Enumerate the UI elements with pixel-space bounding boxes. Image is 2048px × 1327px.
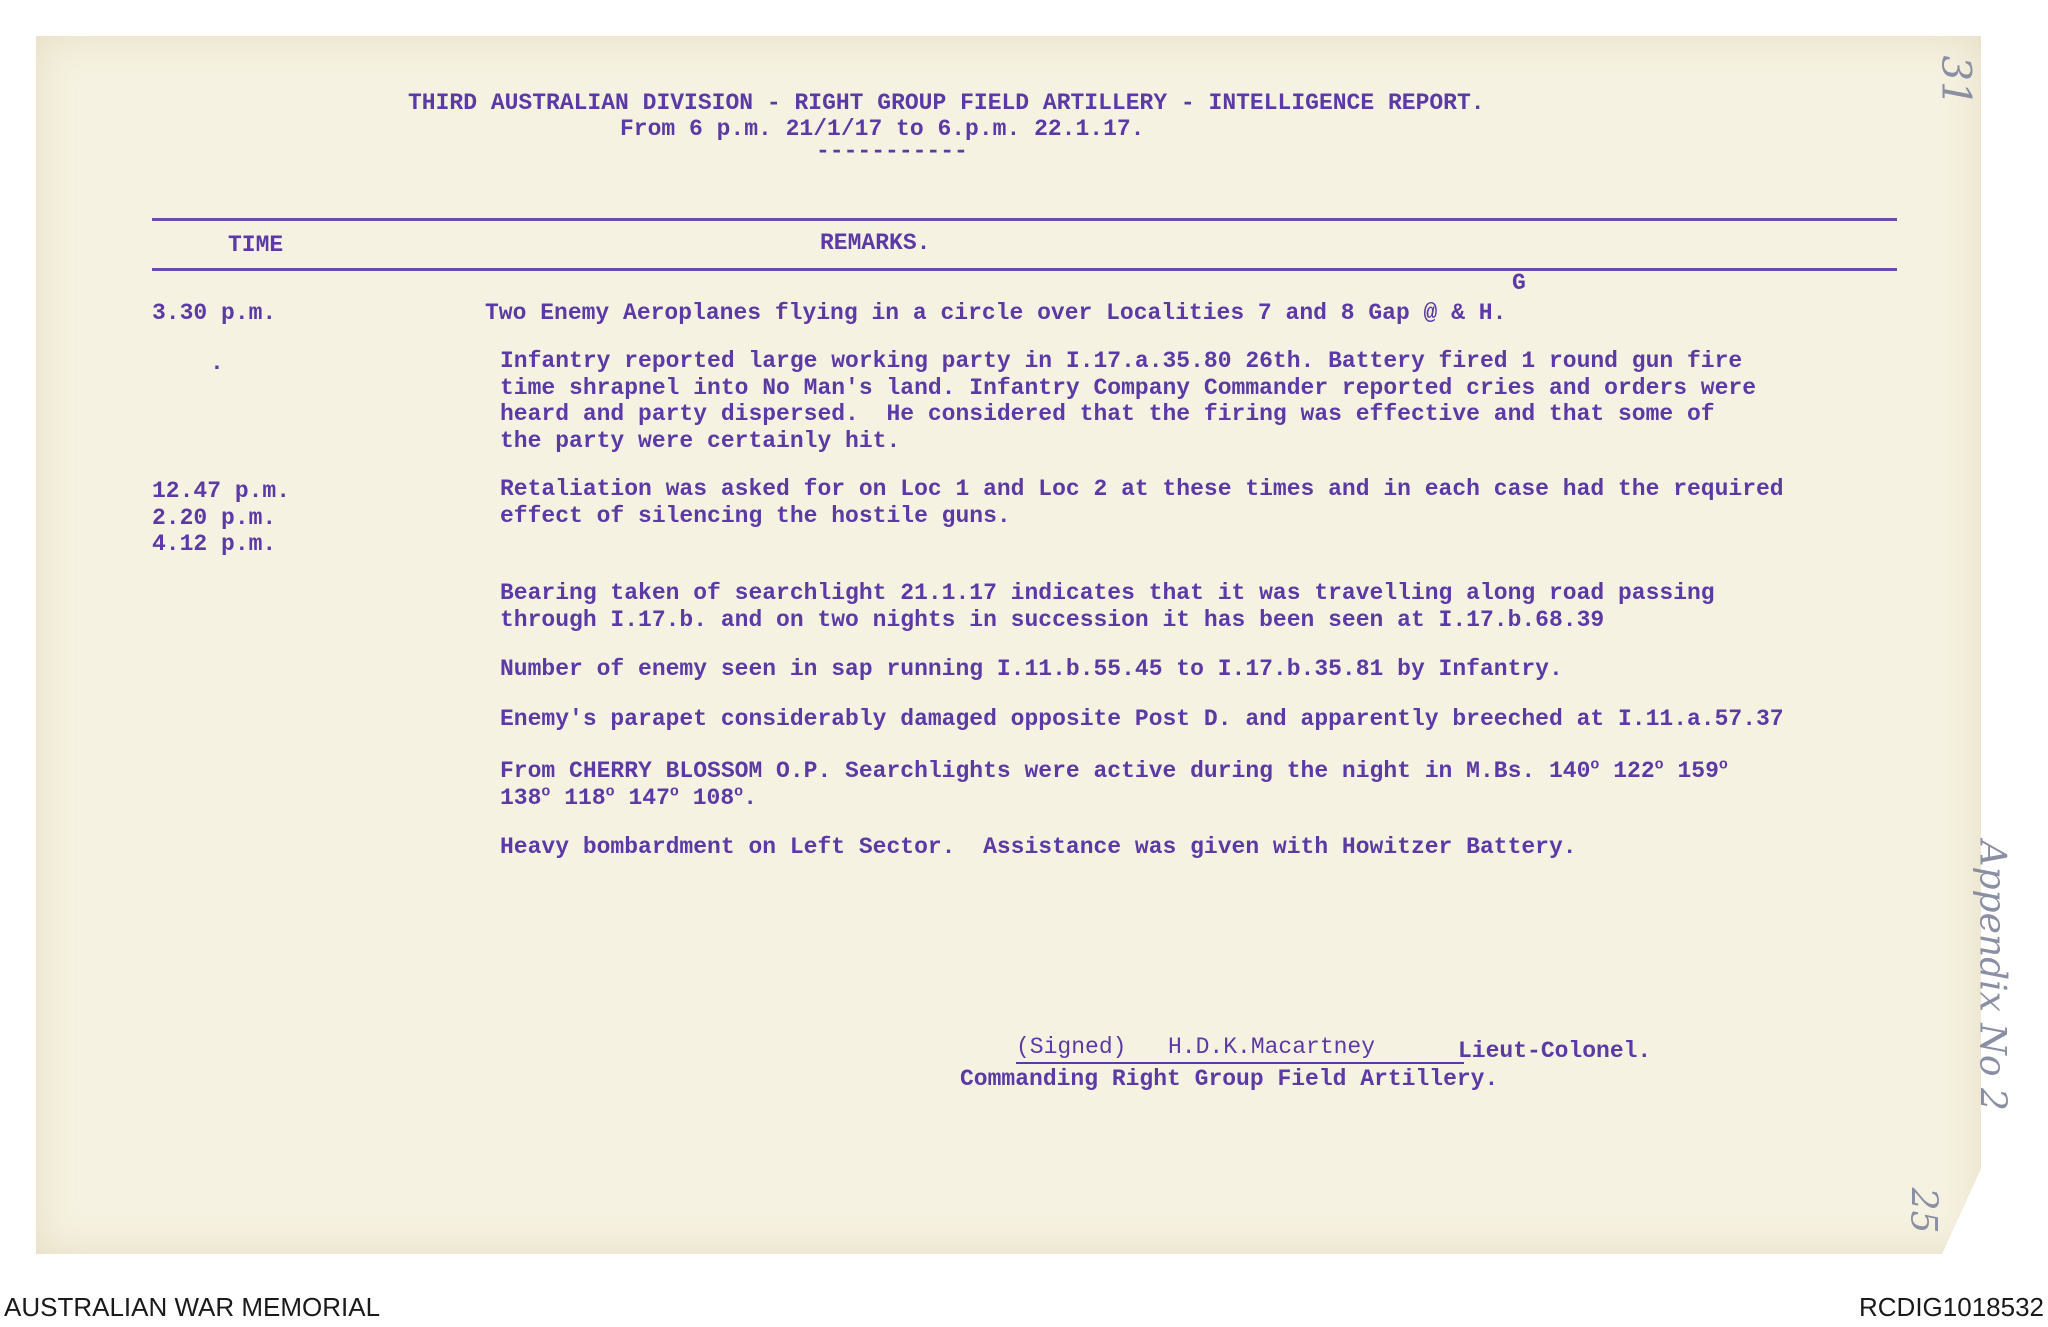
bearing: 108	[692, 784, 735, 811]
bearing: 159	[1677, 758, 1719, 784]
appendix-annotation: Appendix No 2	[1971, 840, 2013, 1111]
signature-underline	[1016, 1062, 1464, 1064]
entry-time: .	[210, 350, 224, 376]
bearing: 147	[628, 784, 670, 811]
report-period: From 6 p.m. 21/1/17 to 6.p.m. 22.1.17.	[620, 116, 1145, 142]
folio-number-bottom: 25	[1902, 1187, 1944, 1234]
entry-remark: Retaliation was asked for on Loc 1 and Loc 2 at these times and in each case had the required effect of silencing the hostile guns.	[500, 476, 1784, 529]
bearing: 140	[1548, 758, 1591, 784]
entry-remark: Infantry reported large working party in I.17.a.35.80 26th. Battery fired 1 round gun fire time shrapnel into No Man's land. Infantry Company Commander reported cries and orders were heard and party dispersed. He considered that the firing was effective and that some of the party were certainly hit.	[500, 348, 1757, 454]
col-header-time: TIME	[228, 232, 284, 258]
entry-remark: Bearing taken of searchlight 21.1.17 indicates that it was travelling along road passing through I.17.b. and on two nights in succession it has been seen at I.17.b.68.39	[500, 580, 1715, 633]
signatory-rank: Lieut-Colonel.	[1458, 1038, 1652, 1064]
bearing: 122	[1613, 758, 1655, 784]
bearing: 118	[564, 784, 606, 811]
entry-remark: Number of enemy seen in sap running I.11.b.55.45 to I.17.b.35.81 by Infantry.	[500, 656, 1563, 682]
bearing: 138	[500, 784, 542, 811]
signatory-role: Commanding Right Group Field Artillery.	[960, 1066, 1499, 1092]
signed-label: (Signed)	[1016, 1034, 1127, 1060]
archive-label: AUSTRALIAN WAR MEMORIAL	[4, 1292, 381, 1322]
handwritten-correction: G	[1512, 270, 1526, 296]
table-top-rule	[152, 218, 1897, 221]
folio-number-top: 31	[1932, 55, 1979, 107]
entry-remark: Two Enemy Aeroplanes flying in a circle over Localities 7 and 8 Gap @ & H.	[485, 300, 1507, 326]
entry-time: 3.30 p.m.	[152, 300, 277, 326]
entry-remark: Heavy bombardment on Left Sector. Assistance was given with Howitzer Battery.	[500, 834, 1577, 860]
table-header-rule	[152, 268, 1897, 271]
entry-remark-searchlights: From CHERRY BLOSSOM O.P. Searchlights were active during the night in M.Bs. 140$^o$ 122$^o$ 159$^o$ 138$^o$ 118$^o$ 147$^o$ 108$^o$.	[500, 756, 1728, 811]
signatory-name: H.D.K.Macartney	[1168, 1034, 1376, 1060]
entry-remark: Enemy's parapet considerably damaged opposite Post D. and apparently breeched at I.11.a.57.37	[500, 706, 1784, 732]
report-title: THIRD AUSTRALIAN DIVISION - RIGHT GROUP FIELD ARTILLERY - INTELLIGENCE REPORT.	[408, 90, 1485, 116]
col-header-remarks: REMARKS.	[820, 230, 931, 256]
entry-time: 12.47 p.m. 2.20 p.m. 4.12 p.m.	[152, 478, 291, 557]
title-underline: -----------	[816, 138, 968, 164]
archive-id: RCDIG1018532	[1859, 1292, 2044, 1322]
